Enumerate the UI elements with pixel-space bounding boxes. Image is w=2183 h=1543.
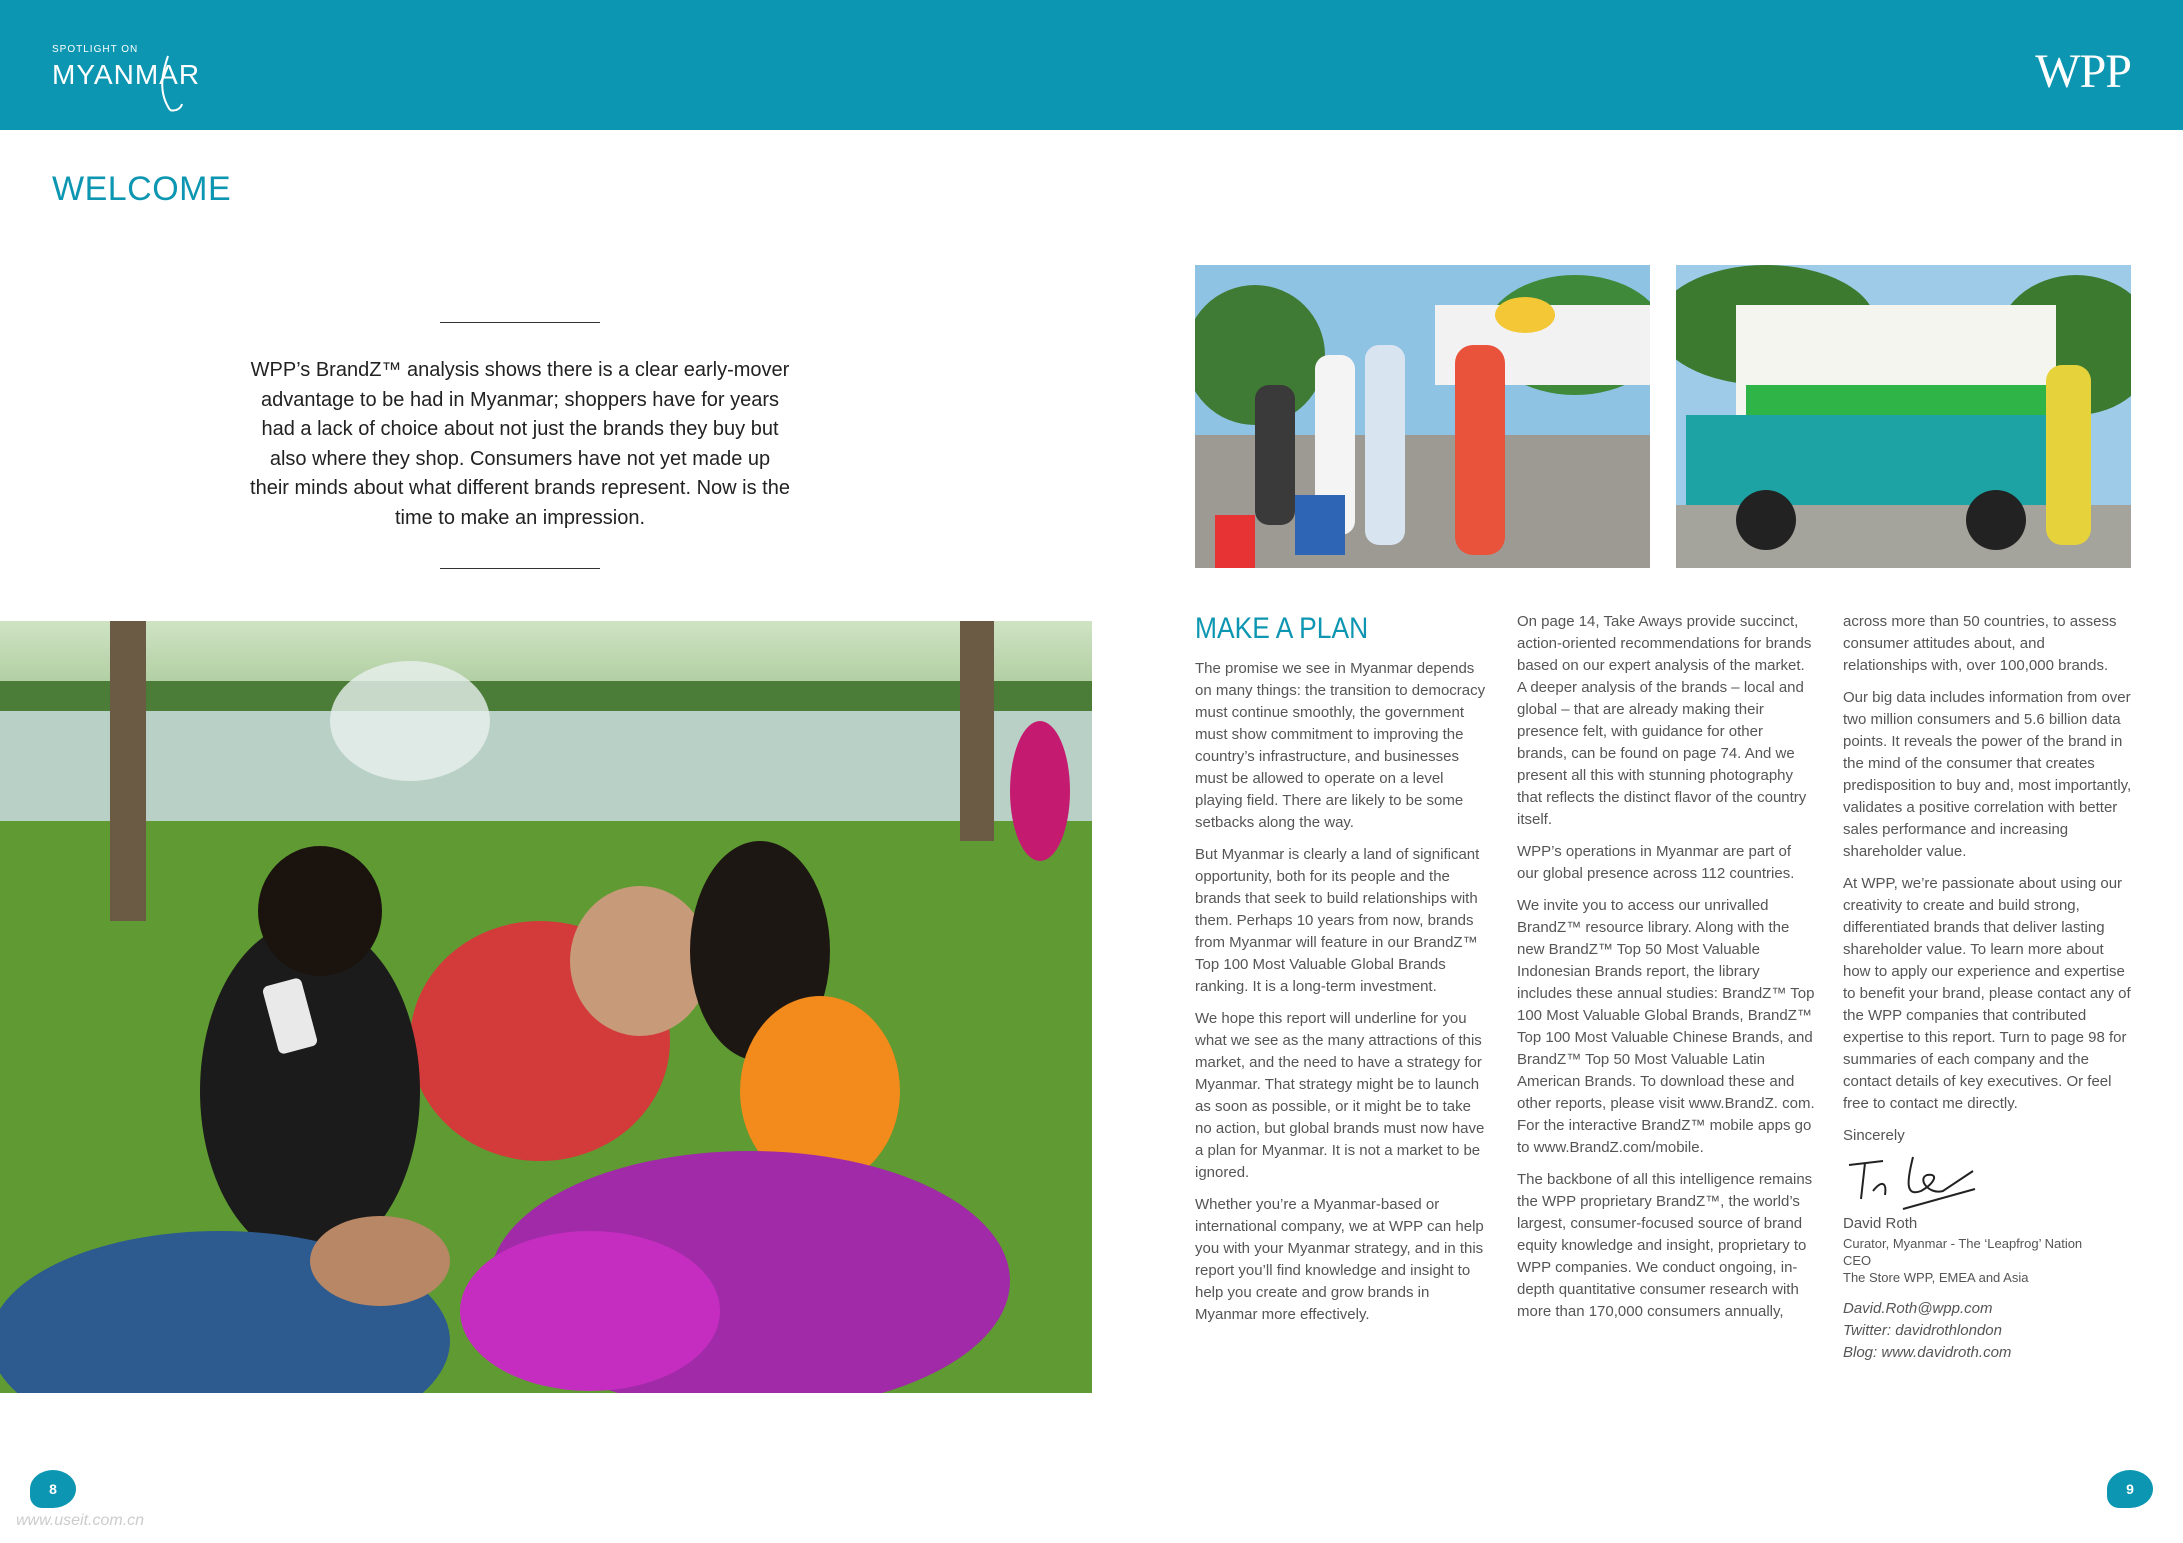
signoff-title-3: The Store WPP, EMEA and Asia — [1843, 1270, 2029, 1285]
park-family-photo-illustration — [0, 621, 1092, 1393]
body-column-3 — [1843, 611, 2133, 1364]
signature-icon — [1843, 1151, 1983, 1211]
body-column-1 — [1195, 658, 1490, 1336]
column3-paragraph: across more than 50 countries, to assess consumer attitudes about, and relationships with, over 100,000 brands. — [1843, 613, 2117, 674]
signoff-twitter[interactable]: Twitter: davidrothlondon — [1843, 1322, 2002, 1339]
signoff-title-1: Curator, Myanmar - The ‘Leapfrog’ Nation — [1843, 1236, 2083, 1251]
logo-small-line: SPOTLIGHT ON — [52, 44, 139, 55]
column2-paragraph: The backbone of all this intelligence remains the WPP proprietary BrandZ™, the world’s largest, consumer-focused source of brand equity knowledge and insight, proprietary to WPP companies. We conduct ongoing, in-depth quantitative consumer research with more than 170,000 consumers annually, — [1517, 1171, 1813, 1320]
street-crowd-photo-illustration — [1195, 265, 1650, 568]
pull-quote: WPP’s BrandZ™ analysis shows there is a clear early-mover advantage to be had in Myanmar; shoppers have for years had a lack of choice about not just the brands they buy but also where they shop. Consumers have not yet made up their minds about what different brands represent. Now is the time to make an impression. — [250, 359, 790, 529]
wpp-logo: WPP — [2035, 45, 2131, 98]
page-number-left: 8 — [30, 1470, 76, 1508]
truck-passengers-photo — [1676, 265, 2131, 568]
section-title: MAKE A PLAN — [1195, 612, 1369, 645]
logo-swoosh-icon — [148, 54, 184, 114]
header-bar — [0, 0, 2183, 130]
signoff-closing: Sincerely — [1843, 1127, 1905, 1144]
column2-paragraph: We invite you to access our unrivalled BrandZ™ resource library. Along with the new BrandZ™ Top 50 Most Valuable Indonesian Brands report, the library includes these annual studies: BrandZ™ Top 100 Most Valuable Global Brands, BrandZ™ Top 100 Most Valuable Chinese Brands, and BrandZ™ Top 50 Most Valuable Latin American Brands. To download these and other reports, please visit www.BrandZ. com. For the interactive BrandZ™ mobile apps go to www.BrandZ.com/mobile. — [1517, 897, 1815, 1156]
watermark: www.useit.com.cn — [16, 1512, 145, 1529]
page-number-right: 9 — [2107, 1470, 2153, 1508]
truck-passengers-photo-illustration — [1676, 265, 2131, 568]
column3-paragraph: At WPP, we’re passionate about using our creativity to create and build strong, differentiated brands that deliver lasting shareholder value. To learn more about how to apply our experience and expertise to benefit your brand, please contact any of the WPP companies that contributed expertise to this report. Turn to page 98 for summaries of each company and the contact details of key executives. Or feel free to contact me directly. — [1843, 875, 2131, 1112]
signoff-name: David Roth — [1843, 1215, 1918, 1232]
signoff-blog-link[interactable]: Blog: www.davidroth.com — [1843, 1344, 2012, 1361]
street-crowd-photo — [1195, 265, 1650, 568]
quote-rule-bottom — [440, 568, 600, 569]
quote-rule-top — [440, 322, 600, 323]
column1-paragraph: The promise we see in Myanmar depends on many things: the transition to democracy must continue smoothly, the government must show commitment to improving the country’s infrastructure, and businesses must be allowed to operate on a level playing field. There are likely to be some setbacks along the way. — [1195, 660, 1486, 831]
column1-paragraph: Whether you’re a Myanmar-based or international company, we at WPP can help you with your Myanmar strategy, and in this report you’ll find knowledge and insight to help you create and grow brands in Myanmar more effectively. — [1195, 1196, 1484, 1323]
body-column-2 — [1517, 611, 1815, 1333]
column1-paragraph: But Myanmar is clearly a land of significant opportunity, both for its people and the brands that seek to build relationships with them. Perhaps 10 years from now, brands from Myanmar will feature in our BrandZ™ Top 100 Most Valuable Global Brands ranking. It is a long-term investment. — [1195, 846, 1480, 995]
column2-paragraph: WPP’s operations in Myanmar are part of our global presence across 112 countries. — [1517, 843, 1795, 882]
spotlight-myanmar-logo — [52, 44, 200, 91]
signoff-title-2: CEO — [1843, 1253, 1872, 1268]
column1-paragraph: We hope this report will underline for you what we see as the many attractions of this market, and the need to have a strategy for Myanmar. That strategy might be to launch as soon as possible, or it might be to take no action, but global brands must now have a plan for Myanmar. It is not a market to be ignored. — [1195, 1010, 1485, 1181]
page-title: WELCOME — [52, 170, 232, 208]
signoff-email-link[interactable]: David.Roth@wpp.com — [1843, 1300, 1993, 1317]
column2-paragraph: On page 14, Take Aways provide succinct, action-oriented recommendations for brands based on our expert analysis of the market. A deeper analysis of the brands – local and global – that are already making their presence felt, with guidance for other brands, can be found on page 74. And we present all this with stunning photography that reflects the distinct flavor of the country itself. — [1517, 613, 1812, 828]
logo-country: MYANMAR — [52, 59, 201, 90]
park-family-photo — [0, 621, 1092, 1393]
column3-paragraph: Our big data includes information from over two million consumers and 5.6 billion data points. It reveals the power of the brand in the mind of the consumer that creates predisposition to buy and, most importantly, validates a positive correlation with better sales performance and increasing shareholder value. — [1843, 689, 2132, 860]
